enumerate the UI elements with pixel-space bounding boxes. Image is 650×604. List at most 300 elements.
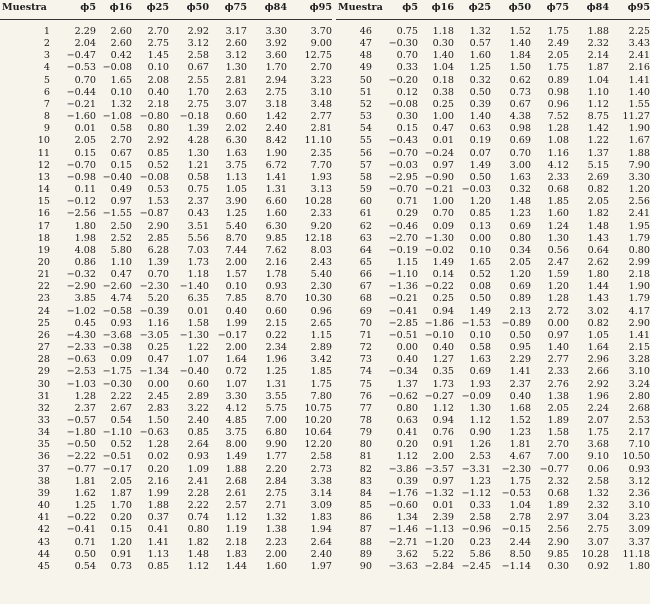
value-cell: 0.96 [310,305,332,317]
value-cell: 0.29 [396,208,418,220]
value-cell: 0.54 [110,415,132,426]
table-row [0,342,332,354]
value-cell: −0.24 [424,147,454,159]
value-cell: 0.97 [432,159,454,171]
value-cell: 2.33 [547,171,569,183]
table-row [336,391,650,403]
value-cell: 3.30 [225,390,247,402]
sample-number-cell: 36 [37,451,50,463]
header-phi16: ϕ16 [96,2,132,20]
sample-number-cell: 80 [359,439,372,451]
value-cell: 1.38 [547,390,569,402]
value-cell: −1.02 [66,305,96,317]
value-cell: 0.80 [396,402,418,414]
value-cell: 8.70 [265,293,287,305]
value-cell: 0.41 [396,427,418,439]
value-cell: 2.70 [310,62,332,74]
table-row [0,160,332,172]
value-cell: 1.43 [587,232,609,244]
value-cell: 1.43 [587,293,609,305]
value-cell: 3.62 [396,548,418,560]
value-cell: −1.20 [424,536,454,548]
sample-number-cell: 85 [359,500,372,512]
value-cell: 1.25 [225,208,247,220]
value-cell: 1.20 [110,536,132,548]
header-phi84: ϕ84 [569,2,609,20]
value-cell: −2.22 [66,451,96,463]
value-cell: 0.09 [432,220,454,232]
value-cell: 0.56 [547,244,569,256]
value-cell: 2.22 [187,500,209,512]
value-cell: 0.89 [547,74,569,86]
value-cell: 2.49 [547,38,569,50]
sample-number-cell: 14 [37,184,50,196]
value-cell: 5.56 [187,232,209,244]
table-row [0,330,332,342]
value-cell: 0.70 [509,147,531,159]
value-cell: 4.17 [628,305,650,317]
table-row [336,403,650,415]
table-row [0,318,332,330]
value-cell: 9.85 [547,548,569,560]
table-row [0,366,332,378]
value-cell: 0.93 [265,281,287,293]
value-cell: 0.32 [469,74,491,86]
value-cell: 1.40 [469,111,491,123]
table-row [0,184,332,196]
value-cell: 2.05 [547,402,569,414]
value-cell: 2.97 [547,512,569,524]
value-cell: 7.90 [628,159,650,171]
value-cell: 2.24 [587,402,609,414]
value-cell: −3.31 [461,463,491,475]
table-row [336,379,650,391]
value-cell: 2.69 [587,171,609,183]
value-cell: 2.29 [509,354,531,366]
value-cell: 1.82 [587,208,609,220]
value-cell: 0.35 [432,366,454,378]
sample-number-cell: 1 [43,26,50,37]
value-cell: 9.00 [310,38,332,50]
value-cell: 1.93 [310,171,332,183]
value-cell: 2.77 [310,111,332,123]
value-cell: 1.88 [587,26,609,37]
value-cell: 1.81 [509,439,531,451]
value-cell: 0.07 [469,147,491,159]
sample-number-cell: 3 [43,50,50,62]
value-cell: 2.80 [628,390,650,402]
sample-number-cell: 50 [359,74,372,86]
value-cell: −3.86 [388,463,418,475]
value-cell: 2.18 [225,536,247,548]
value-cell: 1.00 [432,111,454,123]
value-cell: 1.75 [547,26,569,37]
table-row [336,415,650,427]
value-cell: 2.56 [628,196,650,208]
value-cell: −1.55 [102,208,132,220]
value-cell: −0.89 [501,317,531,329]
sample-number-cell: 90 [359,560,372,572]
value-cell: 0.69 [509,220,531,232]
value-cell: 0.45 [74,317,96,329]
value-cell: −1.08 [102,111,132,123]
value-cell: 0.14 [432,269,454,281]
value-cell: 4.12 [225,402,247,414]
value-cell: 0.40 [225,305,247,317]
value-cell: 1.30 [187,147,209,159]
value-cell: −3.68 [102,329,132,341]
sample-number-cell: 22 [37,281,50,293]
table-row [0,38,332,50]
value-cell: 3.24 [628,378,650,390]
value-cell: −3.57 [424,463,454,475]
value-cell: 2.33 [310,208,332,220]
value-cell: 0.67 [187,62,209,74]
value-cell: 1.63 [509,171,531,183]
table-row [0,549,332,561]
value-cell: 0.15 [110,159,132,171]
table-row [0,451,332,463]
value-cell: 2.55 [187,74,209,86]
table-row [336,342,650,354]
table-row [336,184,650,196]
value-cell: 1.08 [547,135,569,147]
sample-number-cell: 40 [37,500,50,512]
table-row [336,476,650,488]
sample-number-cell: 48 [359,50,372,62]
value-cell: 1.73 [432,378,454,390]
value-cell: 2.16 [265,256,287,268]
value-cell: −0.44 [66,86,96,98]
value-cell: 0.18 [432,74,454,86]
value-cell: 3.23 [628,512,650,524]
value-cell: 0.39 [469,98,491,110]
value-cell: 1.52 [509,26,531,37]
value-cell: 1.18 [187,269,209,281]
value-cell: 0.72 [225,366,247,378]
value-cell: 1.30 [469,402,491,414]
table-row [0,245,332,257]
value-cell: −0.96 [461,524,491,536]
value-cell: 1.58 [187,317,209,329]
value-cell: 7.03 [187,244,209,256]
value-cell: 1.09 [187,463,209,475]
value-cell: 1.80 [587,269,609,281]
value-cell: −0.46 [388,220,418,232]
value-cell: 2.68 [628,402,650,414]
value-cell: 12.20 [304,439,332,451]
sample-number-cell: 51 [359,86,372,98]
table-row [0,561,332,573]
value-cell: 0.70 [74,74,96,86]
sample-number-cell: 61 [359,208,372,220]
value-cell: 0.82 [587,317,609,329]
value-cell: 2.05 [509,256,531,268]
value-cell: 1.48 [187,548,209,560]
value-cell: 0.63 [469,123,491,135]
table-row [0,439,332,451]
table-row [0,26,332,38]
sample-number-cell: 66 [359,269,372,281]
value-cell: 2.13 [509,305,531,317]
value-cell: 2.33 [547,366,569,378]
header-phi25: ϕ25 [454,2,491,20]
sample-number-cell: 30 [37,378,50,390]
value-cell: 2.45 [147,390,169,402]
header-phi84: ϕ84 [247,2,287,20]
value-cell: 2.92 [187,26,209,37]
value-cell: 0.70 [147,269,169,281]
value-cell: 1.07 [187,354,209,366]
value-cell: 0.96 [547,98,569,110]
value-cell: 4.85 [225,415,247,426]
value-cell: 2.75 [265,487,287,499]
value-cell: 5.22 [432,548,454,560]
value-cell: 1.89 [547,500,569,512]
value-cell: 2.25 [628,26,650,37]
header-phi5: ϕ5 [382,2,418,20]
value-cell: 3.07 [225,98,247,110]
sample-number-cell: 62 [359,220,372,232]
header-muestra: Muestra [0,2,60,20]
value-cell: 5.80 [110,244,132,256]
value-cell: 2.75 [587,524,609,536]
value-cell: 4.74 [110,293,132,305]
value-cell: 0.25 [432,98,454,110]
table-row [0,148,332,160]
value-cell: −0.51 [102,451,132,463]
value-cell: 1.81 [74,475,96,487]
header-row [336,2,650,20]
sample-number-cell: 38 [37,475,50,487]
sample-number-cell: 53 [359,111,372,123]
value-cell: −1.30 [179,329,209,341]
value-cell: 2.18 [628,269,650,281]
header-phi50: ϕ50 [491,2,531,20]
value-cell: 2.67 [110,402,132,414]
value-cell: 0.93 [628,463,650,475]
value-cell: 1.64 [587,342,609,354]
table-row [0,306,332,318]
value-cell: 2.18 [147,98,169,110]
value-cell: 0.38 [432,86,454,98]
value-cell: 0.47 [147,354,169,366]
header-phi95: ϕ95 [287,2,332,20]
value-cell: 9.20 [310,220,332,232]
value-cell: −2.30 [139,281,169,293]
value-cell: 2.90 [628,317,650,329]
value-cell: 1.38 [265,524,287,536]
value-cell: −2.53 [66,366,96,378]
value-cell: 0.80 [628,244,650,256]
table-row [0,257,332,269]
value-cell: 1.41 [265,171,287,183]
value-cell: 2.17 [628,427,650,439]
value-cell: 6.60 [265,196,287,208]
table-row [0,403,332,415]
value-cell: 1.25 [265,366,287,378]
value-cell: 3.48 [310,98,332,110]
sample-number-cell: 15 [37,196,50,208]
value-cell: 1.48 [509,196,531,208]
value-cell: 2.32 [587,38,609,50]
value-cell: −1.80 [66,427,96,439]
value-cell: 1.23 [509,208,531,220]
value-cell: 0.50 [74,548,96,560]
value-cell: 0.52 [110,439,132,451]
value-cell: 2.41 [187,475,209,487]
value-cell: 2.41 [628,208,650,220]
table-row [336,269,650,281]
value-cell: 1.28 [147,439,169,451]
value-cell: 2.84 [265,475,287,487]
value-cell: −0.18 [179,111,209,123]
value-cell: 0.15 [396,123,418,135]
value-cell: 3.38 [310,475,332,487]
value-cell: 3.43 [628,38,650,50]
value-cell: 1.31 [265,378,287,390]
value-cell: 0.63 [396,415,418,426]
value-cell: 2.37 [74,402,96,414]
sample-number-cell: 52 [359,98,372,110]
sample-number-cell: 20 [37,256,50,268]
value-cell: 5.40 [310,269,332,281]
table-row [0,476,332,488]
value-cell: 0.42 [110,50,132,62]
value-cell: 1.32 [265,512,287,524]
value-cell: 0.95 [509,342,531,354]
value-cell: −0.02 [424,244,454,256]
value-cell: 1.79 [628,293,650,305]
value-cell: 0.69 [509,135,531,147]
table-row [336,439,650,451]
value-cell: 2.40 [265,123,287,135]
value-cell: −1.34 [139,366,169,378]
value-cell: 3.51 [187,220,209,232]
value-cell: 1.50 [147,415,169,426]
value-cell: −0.17 [217,329,247,341]
value-cell: −0.63 [66,354,96,366]
sample-number-cell: 8 [43,111,50,123]
value-cell: 1.41 [628,74,650,86]
table-row [336,245,650,257]
value-cell: −2.56 [66,208,96,220]
value-cell: 0.19 [469,135,491,147]
table-row [336,512,650,524]
table-row [336,233,650,245]
value-cell: 1.75 [310,378,332,390]
value-cell: −0.77 [66,463,96,475]
sample-number-cell: 39 [37,487,50,499]
value-cell: 1.40 [432,50,454,62]
table-body-right [336,20,650,574]
value-cell: 2.57 [225,500,247,512]
sample-number-cell: 70 [359,317,372,329]
sample-number-cell: 33 [37,415,50,426]
value-cell: 6.28 [147,244,169,256]
sample-number-cell: 11 [37,147,50,159]
value-cell: 1.75 [547,62,569,74]
sample-number-cell: 64 [359,244,372,256]
value-cell: 2.53 [469,451,491,463]
value-cell: −0.90 [424,171,454,183]
value-cell: 2.32 [587,500,609,512]
value-cell: 0.25 [147,342,169,354]
header-phi5: ϕ5 [60,2,96,20]
value-cell: 10.64 [304,427,332,439]
value-cell: 1.41 [628,329,650,341]
value-cell: 2.78 [509,512,531,524]
value-cell: 1.12 [469,415,491,426]
value-cell: 0.64 [587,244,609,256]
value-cell: 1.88 [147,500,169,512]
value-cell: 3.55 [265,390,287,402]
value-cell: 3.92 [265,38,287,50]
value-cell: 1.13 [147,548,169,560]
header-phi16: ϕ16 [418,2,454,20]
value-cell: 1.28 [547,293,569,305]
value-cell: −1.13 [424,524,454,536]
value-cell: 3.10 [628,500,650,512]
value-cell: 3.68 [587,439,609,451]
value-cell: 0.86 [74,256,96,268]
value-cell: −2.90 [66,281,96,293]
value-cell: 1.85 [310,366,332,378]
value-cell: 2.73 [310,463,332,475]
value-cell: 0.58 [110,123,132,135]
table-row [0,62,332,74]
value-cell: 1.52 [509,415,531,426]
value-cell: 1.19 [225,524,247,536]
value-cell: −1.86 [424,317,454,329]
table-row [0,500,332,512]
value-cell: 0.89 [509,293,531,305]
value-cell: −0.60 [388,500,418,512]
value-cell: 1.50 [509,62,531,74]
value-cell: 0.85 [147,560,169,572]
value-cell: 6.72 [265,159,287,171]
header-phi50: ϕ50 [169,2,209,20]
value-cell: 1.24 [547,220,569,232]
sample-number-cell: 26 [37,329,50,341]
value-cell: 0.94 [432,305,454,317]
value-cell: 2.00 [225,256,247,268]
table-row [336,488,650,500]
value-cell: 1.96 [265,354,287,366]
value-cell: 1.42 [587,123,609,135]
table-row [336,366,650,378]
value-cell: 2.41 [628,50,650,62]
table-row [0,208,332,220]
value-cell: −0.21 [424,184,454,196]
sample-number-cell: 56 [359,147,372,159]
value-cell: 0.85 [187,427,209,439]
sample-number-cell: 79 [359,427,372,439]
value-cell: 4.67 [509,451,531,463]
table-body-left [0,20,332,574]
value-cell: 1.37 [587,147,609,159]
table-row [0,537,332,549]
value-cell: 2.35 [310,147,332,159]
value-cell: −2.84 [424,560,454,572]
table-row [0,123,332,135]
value-cell: 3.17 [225,26,247,37]
value-cell: 5.86 [469,548,491,560]
value-cell: 1.12 [396,451,418,463]
value-cell: −1.10 [388,269,418,281]
value-cell: 1.98 [74,232,96,244]
value-cell: 1.40 [509,38,531,50]
